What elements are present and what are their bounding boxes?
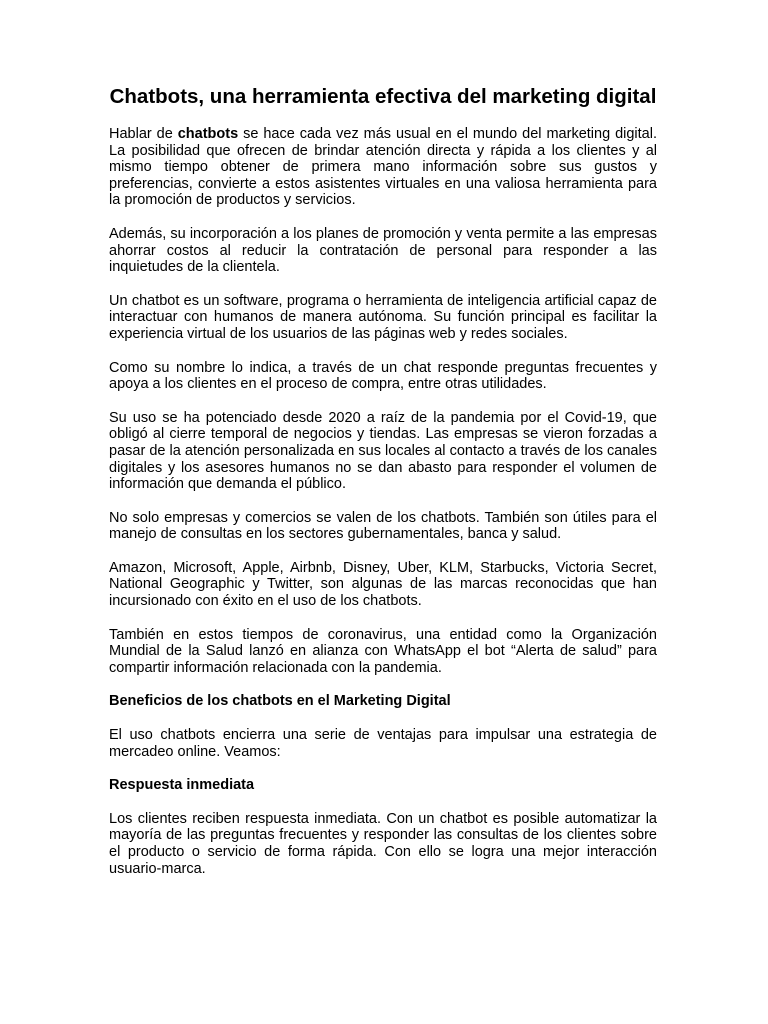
section-heading: Beneficios de los chatbots en el Marketing Digital xyxy=(109,693,451,710)
section-paragraph: El uso chatbots encierra una serie de ventajas para impulsar una estrategia de mercadeo online. Veamos: xyxy=(109,727,657,760)
paragraph-definition: Un chatbot es un software, programa o herramienta de inteligencia artificial capaz de interactuar con humanos de manera autónoma. Su función principal es facilitar la experiencia virtual de los usuarios de las páginas web y redes sociales. xyxy=(109,292,657,342)
paragraph-who-bot: También en estos tiempos de coronavirus, una entidad como la Organización Mundial de la Salud lanzó en alianza con WhatsApp el bot “Alerta de salud” para compartir información relacionada con la pandemia. xyxy=(109,626,657,676)
subheading: Respuesta inmediata xyxy=(109,777,255,794)
subheading-paragraph: Los clientes reciben respuesta inmediata. Con un chatbot es posible automatizar la mayoría de las preguntas frecuentes y responder las consultas de los clientes sobre el producto o servicio de forma rápida. Con ello se logra una mejor interacción usuario-marca. xyxy=(109,810,657,877)
document-title: Chatbots, una herramienta efectiva del marketing digital xyxy=(109,85,657,108)
intro-keyword: chatbots xyxy=(177,126,239,142)
intro-text-start: Hablar de xyxy=(109,126,178,142)
paragraph-chat-usage: Como su nombre lo indica, a través de un chat responde preguntas frecuentes y apoya a los clientes en el proceso de compra, entre otras utilidades. xyxy=(109,359,657,393)
paragraph-brands: Amazon, Microsoft, Apple, Airbnb, Disney, Uber, KLM, Starbucks, Victoria Secret, National Geographic y Twitter, son algunas de las marcas reconocidas que han incursionado con éxito en el uso de los chatbots. xyxy=(109,559,657,610)
document-page xyxy=(109,84,657,894)
intro-text-end: se hace cada vez más usual en el mundo del marketing digital. La posibilidad que ofrecen de brindar atención directa y rápida a los clientes y al mismo tiempo obtener de primera mano información sobre sus gustos y preferencias, convierte a estos asistentes virtuales en una valiosa herramienta para la promoción de productos y servicios. xyxy=(109,126,657,209)
intro-paragraph xyxy=(109,126,657,209)
paragraph-costs: Además, su incorporación a los planes de promoción y venta permite a las empresas ahorrar costos al reducir la contratación de personal para responder a las inquietudes de la clientela. xyxy=(109,225,657,276)
paragraph-sectors: No solo empresas y comercios se valen de los chatbots. También son útiles para el manejo de consultas en los sectores gubernamentales, banca y salud. xyxy=(109,509,657,543)
paragraph-pandemic: Su uso se ha potenciado desde 2020 a raíz de la pandemia por el Covid-19, que obligó al cierre temporal de negocios y tiendas. Las empresas se vieron forzadas a pasar de la atención personalizada en sus locales al contacto a través de los canales digitales y los asesores humanos no se dan abasto para responder el volumen de información que demanda el público. xyxy=(109,409,657,493)
